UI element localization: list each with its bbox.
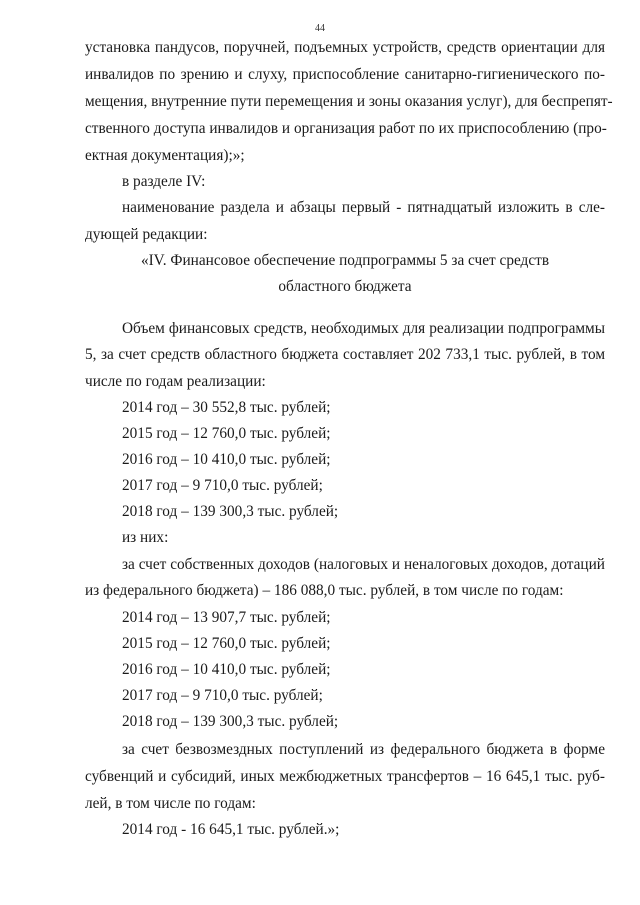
year-amount-line: 2016 год – 10 410,0 тыс. рублей;	[122, 661, 331, 678]
year-amount-line: 2018 год – 139 300,3 тыс. рублей;	[122, 713, 339, 730]
body-line: из них:	[122, 529, 169, 546]
body-line: инвалидов по зрению и слуху, приспособление санитарно-гигиенического по-	[85, 66, 605, 83]
body-line: мещения, внутренние пути перемещения и зоны оказания услуг), для беспрепят-	[85, 93, 613, 110]
page-number: 44	[315, 23, 325, 34]
year-amount-line: 2017 год – 9 710,0 тыс. рублей;	[122, 477, 323, 494]
body-line: 5, за счет средств областного бюджета составляет 202 733,1 тыс. рублей, в том	[85, 346, 605, 363]
year-amount-line: 2014 год – 30 552,8 тыс. рублей;	[122, 399, 331, 416]
year-amount-line: 2016 год – 10 410,0 тыс. рублей;	[122, 451, 331, 468]
body-line: лей, в том числе по годам:	[85, 795, 256, 812]
year-amount-line: 2017 год – 9 710,0 тыс. рублей;	[122, 687, 323, 704]
body-line: из федерального бюджета) – 186 088,0 тыс. рублей, в том числе по годам:	[85, 582, 564, 599]
body-line: за счет безвозмездных поступлений из федерального бюджета в форме	[122, 741, 605, 758]
year-amount-line: 2015 год – 12 760,0 тыс. рублей;	[122, 635, 331, 652]
body-line: наименование раздела и абзацы первый - пятнадцатый изложить в сле-	[122, 199, 605, 216]
year-amount-line: 2015 год – 12 760,0 тыс. рублей;	[122, 425, 331, 442]
body-line: установка пандусов, поручней, подъемных устройств, средств ориентации для	[85, 39, 605, 56]
section-heading: областного бюджета	[278, 278, 412, 295]
year-amount-line: 2018 год – 139 300,3 тыс. рублей;	[122, 503, 339, 520]
body-line: субвенций и субсидий, иных межбюджетных трансфертов – 16 645,1 тыс. руб-	[85, 768, 605, 785]
year-amount-line: 2014 год – 13 907,7 тыс. рублей;	[122, 609, 331, 626]
body-line: за счет собственных доходов (налоговых и неналоговых доходов, дотаций	[122, 556, 605, 573]
body-line: ектная документация);»;	[85, 147, 245, 164]
body-line: в разделе IV:	[122, 173, 206, 190]
body-line: числе по годам реализации:	[85, 373, 266, 390]
body-line: дующей редакции:	[85, 226, 208, 243]
year-amount-line: 2014 год - 16 645,1 тыс. рублей.»;	[122, 821, 340, 838]
section-heading: «IV. Финансовое обеспечение подпрограммы 5 за счет средств	[140, 252, 550, 269]
body-line: ственного доступа инвалидов и организация работ по их приспособлению (про-	[85, 120, 607, 137]
body-line: Объем финансовых средств, необходимых для реализации подпрограммы	[122, 320, 605, 337]
